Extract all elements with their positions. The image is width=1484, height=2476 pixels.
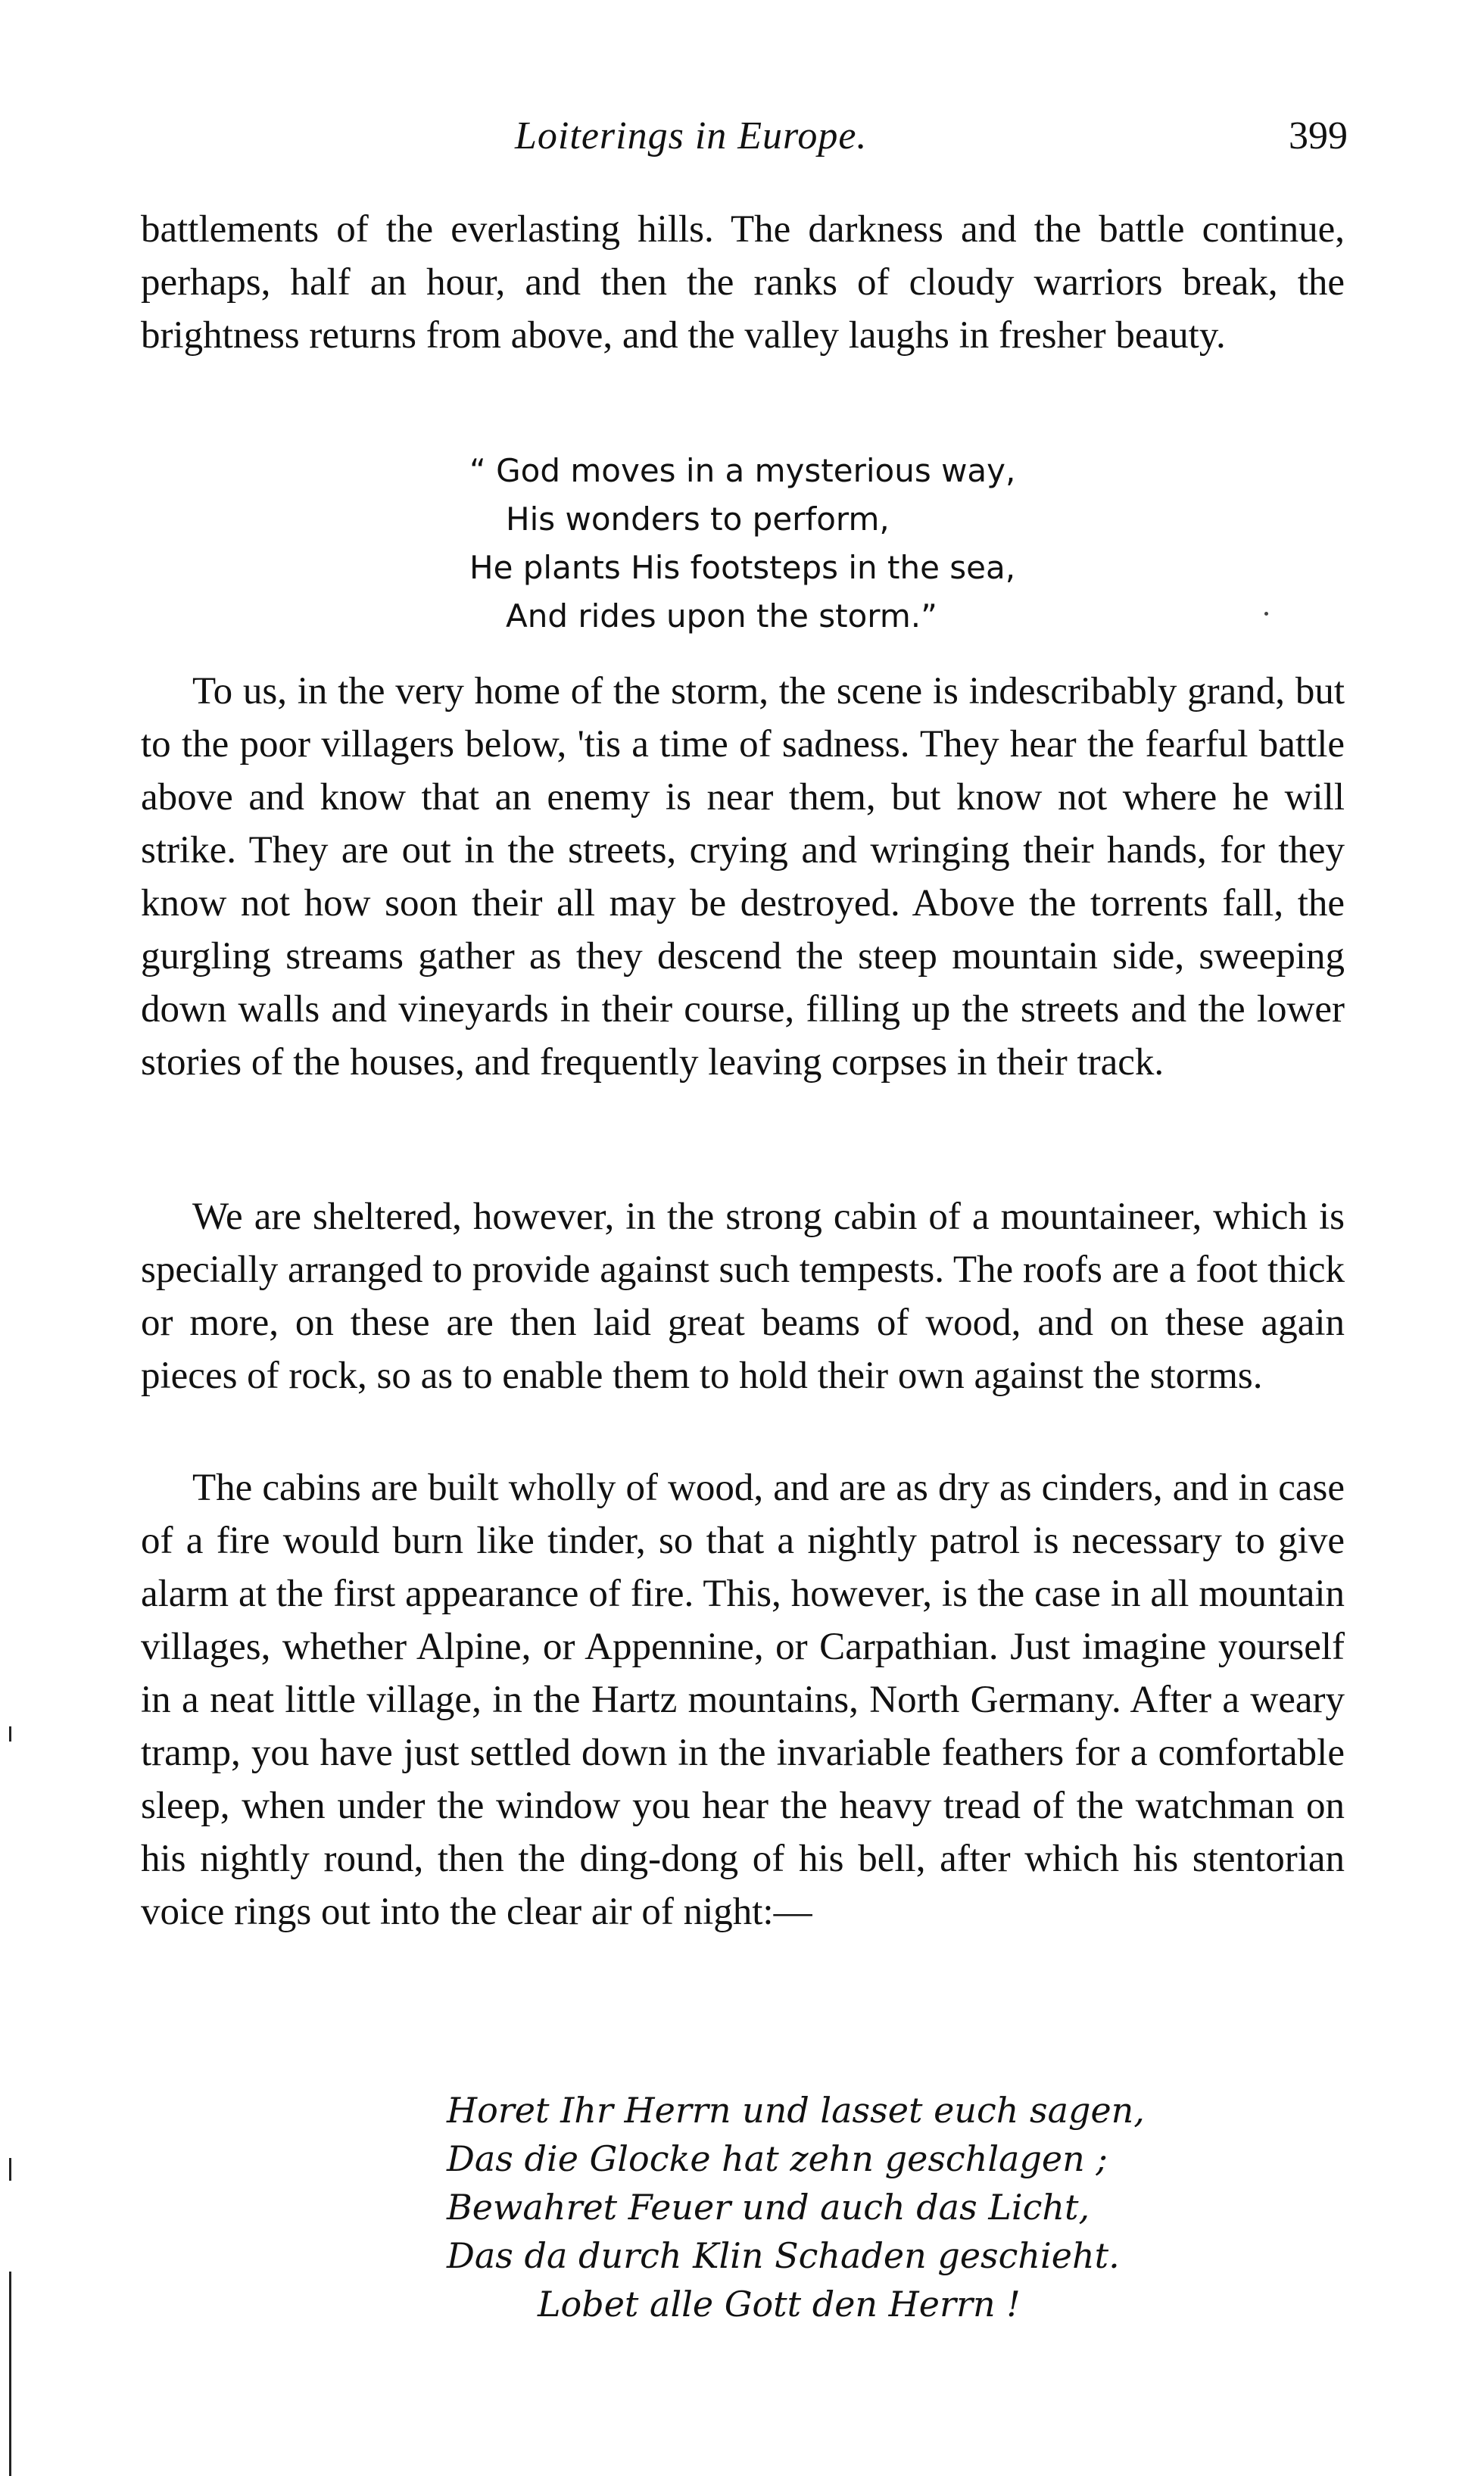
scan-edge-mark (9, 1726, 11, 1742)
verse-line: His wonders to perform, (506, 501, 890, 538)
verse-line: Bewahret Feuer und auch das Licht, (447, 2187, 1090, 2228)
scan-edge-mark (9, 2272, 11, 2476)
verse-line: Das die Glocke hat zehn geschlagen ; (447, 2138, 1108, 2179)
page-number: 399 (1289, 114, 1348, 157)
verse-line: Das da durch Klin Schaden geschieht. (447, 2235, 1120, 2276)
print-speck (1264, 612, 1268, 616)
paragraph-sheltered: We are sheltered, however, in the strong cabin of a mountaineer, which is specially arranged to provide against such tempests. The roofs are a foot thick or more, on these are then laid great beams of wood, and on these again pieces of rock, so as to enable them to hold their own against the storms. (141, 1196, 1345, 1397)
scan-edge-mark (9, 2158, 11, 2181)
page-header (136, 114, 1348, 174)
verse-line: “ God moves in a mysterious way, (469, 452, 1016, 489)
running-title: Loiterings in Europe. (515, 114, 868, 157)
english-verse (469, 447, 1151, 641)
paragraph-storm-villagers: To us, in the very home of the storm, the scene is indescribably grand, but to the poor villagers below, 'tis a time of sadness. They hear the fearful battle above and know that an enemy is near them, but know not where he will strike. They are out in the streets, crying and wringing their hands, for they know not how soon their all may be destroyed. Above the torrents fall, the gurgling streams gather as they descend the steep mountain side, sweeping down walls and vineyards in their course, filling up the streets and the lower stories of the houses, and frequently leaving corpses in their track. (141, 670, 1345, 1084)
verse-line: Lobet alle Gott den Herrn ! (538, 2284, 1021, 2325)
paragraph-cabins: The cabins are built wholly of wood, and are as dry as cinders, and in case of a fire would burn like tinder, so that a nightly patrol is necessary to give alarm at the first appearance of fire. This, however, is the case in all mountain villages, whether Alpine, or Appennine, or Carpathian. Just imagine yourself in a neat little village, in the Hartz mountains, North Germany. After a weary tramp, you have just settled down in the invariable feathers for a comfortable sleep, when under the window you hear the heavy tread of the watchman on his nightly round, then the ding-dong of his bell, after which his stentorian voice rings out into the clear air of night:— (141, 1467, 1345, 1933)
paragraph-battlements: battlements of the everlasting hills. The darkness and the battle continue, perhaps, half an hour, and then the ranks of cloudy warriors break, the brightness returns from above, and the valley laughs in fresher beauty. (141, 208, 1345, 357)
verse-line: And rides upon the storm.” (506, 597, 937, 635)
german-verse (447, 2086, 1145, 2328)
verse-line: He plants His footsteps in the sea, (469, 549, 1016, 586)
verse-line: Horet Ihr Herrn und lasset euch sagen, (447, 2090, 1145, 2131)
